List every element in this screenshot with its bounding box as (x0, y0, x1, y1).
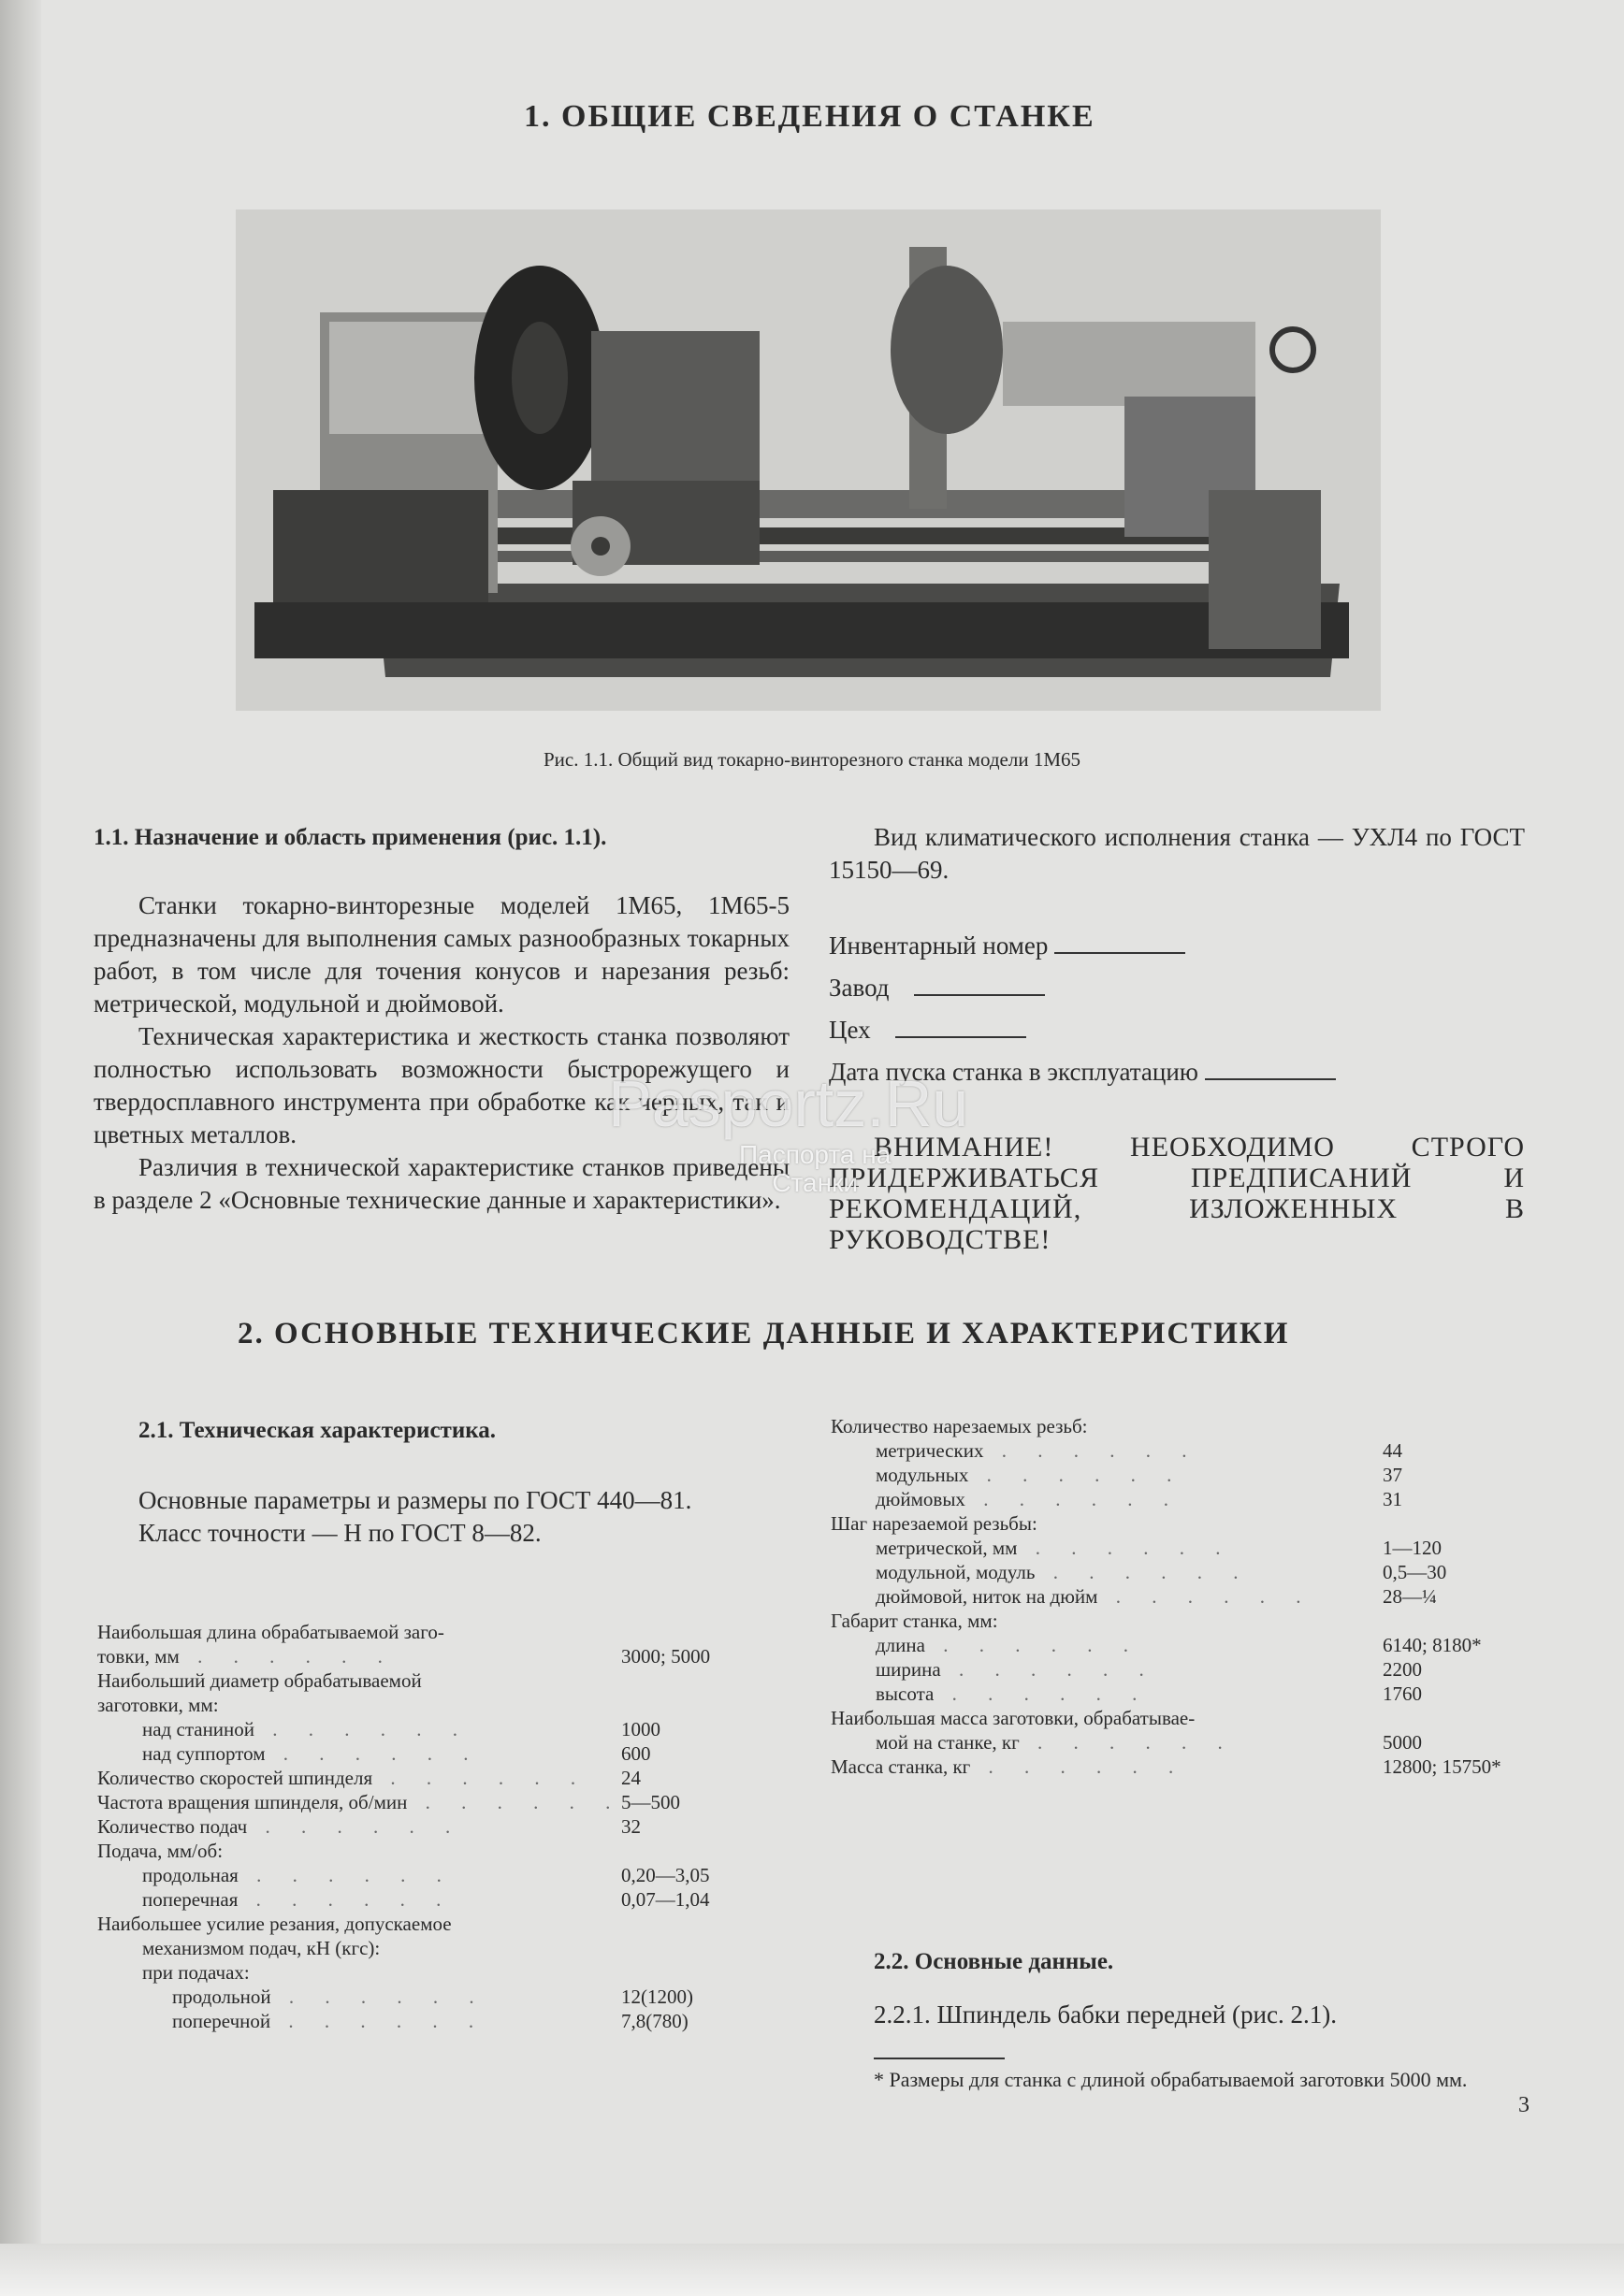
watermark-line-1: Паспорта на (739, 1140, 892, 1169)
spec-value: 5—500 (621, 1791, 680, 1813)
spec-row (97, 1693, 752, 1717)
spec-row (97, 1936, 752, 1960)
spec-row (831, 1657, 1504, 1682)
spec-value: 5000 (1383, 1731, 1422, 1754)
spec-value: 0,07—1,04 (621, 1888, 710, 1911)
paragraph-rigidity: Техническая характеристика и жесткость станка позволяют полностью использовать возможности быстрорежущего и твердосплавного инструмента при обработке как черных, так и цветных металлов. (94, 1022, 790, 1148)
spec-label: мой на станке, кг (876, 1731, 1020, 1754)
spec-value: 1—120 (1383, 1537, 1442, 1559)
spec-label: Наибольшая длина обрабатываемой заго- (97, 1621, 444, 1643)
field-shop (829, 1014, 1525, 1047)
spec-row (831, 1511, 1504, 1536)
watermark-caption (739, 1141, 891, 1197)
right-info-block (829, 821, 1525, 1255)
leader-dots: . . . . . . (1097, 1585, 1314, 1608)
spec-value: 2200 (1383, 1658, 1422, 1681)
leader-dots: . . . . . . (247, 1815, 464, 1838)
leader-dots: . . . . . . (970, 1755, 1187, 1778)
watermark-line-2: Станки (772, 1168, 858, 1197)
spec-label: Шаг нарезаемой резьбы: (831, 1512, 1037, 1535)
gost-parameters: Основные параметры и размеры по ГОСТ 440—81. (138, 1486, 692, 1514)
footnote-text: * Размеры для станка с длиной обрабатываемой заготовки 5000 мм. (874, 2068, 1468, 2091)
lathe-photo (236, 209, 1381, 711)
spec-row (97, 1644, 752, 1668)
spec-row (831, 1560, 1504, 1584)
leader-dots: . . . . . . (934, 1682, 1151, 1705)
subsection-2-2-heading: 2.2. Основные данные. (874, 1949, 1114, 1974)
subsection-1-1-heading: 1.1. Назначение и область применения (рис. 1.1). (94, 825, 607, 850)
watermark-site: Pasportz.Ru (608, 1067, 969, 1140)
spec-label: Количество нарезаемых резьб: (831, 1415, 1088, 1437)
spec-value: 3000; 5000 (621, 1645, 711, 1668)
spec-label: Габарит станка, мм: (831, 1610, 998, 1632)
spec-label: высота (876, 1682, 935, 1705)
leader-dots: . . . . . . (964, 1488, 1182, 1510)
spec-label: дюймовых (876, 1488, 965, 1510)
spec-row (97, 1668, 752, 1693)
spec-value: 0,20—3,05 (621, 1864, 710, 1886)
spec-row (831, 1609, 1504, 1633)
spec-label: метрической, мм (876, 1537, 1018, 1559)
spec-value: 6140; 8180* (1383, 1634, 1482, 1656)
section-1-1 (94, 821, 790, 1217)
leader-dots: . . . . . . (270, 2010, 487, 2032)
section-1-title: 1. ОБЩИЕ СВЕДЕНИЯ О СТАНКЕ (524, 99, 1095, 134)
spec-value: 28—¼ (1383, 1585, 1437, 1608)
spec-row (831, 1438, 1504, 1463)
spec-row (97, 1887, 752, 1912)
climate-version: Вид климатического исполнения станка — УХЛ4 по ГОСТ 15150—69. (829, 823, 1525, 884)
field-blank-line (1205, 1078, 1336, 1080)
spec-value: 37 (1383, 1464, 1402, 1486)
footnote (829, 2058, 1525, 2093)
spec-value: 1760 (1383, 1682, 1422, 1705)
spec-row (97, 1620, 752, 1644)
spec-value: 12800; 15750* (1383, 1755, 1501, 1778)
spec-label: дюймовой, ниток на дюйм (876, 1585, 1098, 1608)
field-label: Инвентарный номер (829, 931, 1049, 960)
spec-label: модульных (876, 1464, 969, 1486)
spec-label: метрических (876, 1439, 984, 1462)
spec-value: 32 (621, 1815, 641, 1838)
spec-label: над суппортом (142, 1742, 266, 1765)
spec-label: Подача, мм/об: (97, 1840, 224, 1862)
leader-dots: . . . . . . (270, 1986, 487, 2008)
spec-row (831, 1536, 1504, 1560)
lathe-illustration (236, 209, 1381, 711)
section-2-title: 2. ОСНОВНЫЕ ТЕХНИЧЕСКИЕ ДАННЫЕ И ХАРАКТЕРИСТИКИ (238, 1317, 1290, 1350)
subsection-2-1-heading: 2.1. Техническая характеристика. (138, 1418, 496, 1443)
spec-value: 12(1200) (621, 1986, 693, 2008)
spec-label: модульной, модуль (876, 1561, 1036, 1583)
spec-label: продольная (142, 1864, 239, 1886)
field-blank-line (914, 994, 1045, 996)
field-plant (829, 972, 1525, 1004)
spec-value: 7,8(780) (621, 2010, 689, 2032)
spec-label: при подачах: (142, 1961, 250, 1984)
field-label: Дата пуска станка в эксплуатацию (829, 1058, 1198, 1086)
leader-dots: . . . . . . (924, 1634, 1141, 1656)
leader-dots: . . . . . . (1017, 1537, 1234, 1559)
leader-dots: . . . . . . (238, 1888, 455, 1911)
spec-row (831, 1706, 1504, 1730)
spec-row (831, 1730, 1504, 1754)
field-inventory-number (829, 930, 1525, 962)
spec-table-right (831, 1414, 1504, 1779)
leader-dots: . . . . . . (265, 1742, 482, 1765)
spec-row (97, 1960, 752, 1985)
spec-label: Наибольшее усилие резания, допускаемое (97, 1913, 452, 1935)
spec-label: ширина (876, 1658, 941, 1681)
spec-value: 24 (621, 1767, 641, 1789)
leader-dots: . . . . . . (238, 1864, 455, 1886)
spec-row (831, 1463, 1504, 1487)
spec-value: 600 (621, 1742, 651, 1765)
spec-label: товки, мм (97, 1645, 180, 1668)
spec-row (97, 1863, 752, 1887)
spec-label: Количество скоростей шпинделя (97, 1767, 373, 1789)
spec-row (831, 1487, 1504, 1511)
leader-dots: . . . . . . (968, 1464, 1185, 1486)
page-number: 3 (1518, 2093, 1530, 2117)
paragraph-differences: Различия в технической характеристике станков приведены в разделе 2 «Основные технические данные и характеристики». (94, 1153, 790, 1214)
field-blank-line (1054, 952, 1185, 954)
spec-row (97, 1839, 752, 1863)
spec-row (97, 1912, 752, 1936)
field-blank-line (895, 1036, 1026, 1038)
scan-edge-shadow (0, 0, 41, 2296)
leader-dots: . . . . . . (1019, 1731, 1236, 1754)
spec-row (97, 1717, 752, 1741)
spec-label: поперечной (172, 2010, 271, 2032)
spec-label: Наибольший диаметр обрабатываемой (97, 1669, 422, 1692)
spec-row (97, 1766, 752, 1790)
spec-row (97, 1790, 752, 1814)
warning-notice: ВНИМАНИЕ! НЕОБХОДИМО СТРОГО ПРИДЕРЖИВАТЬСЯ ПРЕДПИСАНИЙ И РЕКОМЕНДАЦИЙ, ИЗЛОЖЕННЫХ В РУКОВОДСТВЕ! (829, 1132, 1525, 1255)
spec-row (831, 1633, 1504, 1657)
spec-label: поперечная (142, 1888, 239, 1911)
leader-dots: . . . . . . (254, 1718, 471, 1740)
paragraph-purpose: Станки токарно-винторезные моделей 1М65, 1М65-5 предназначены для выполнения самых разнообразных токарных работ, в том числе для точения конусов и нарезания резьб: метрической, модульной и дюймовой. (94, 891, 790, 1018)
leader-dots: . . . . . . (407, 1791, 624, 1813)
spec-row (97, 1814, 752, 1839)
spec-value: 0,5—30 (1383, 1561, 1447, 1583)
spec-label: Наибольшая масса заготовки, обрабатывае- (831, 1707, 1196, 1729)
spec-row (831, 1754, 1504, 1779)
spec-value: 31 (1383, 1488, 1402, 1510)
spec-label: механизмом подач, кН (кгс): (142, 1937, 381, 1959)
spec-label: Масса станка, кг (831, 1755, 971, 1778)
spec-label: заготовки, мм: (97, 1694, 219, 1716)
spec-label: над станиной (142, 1718, 255, 1740)
subsection-2-2-1-heading: 2.2.1. Шпиндель бабки передней (рис. 2.1). (874, 2000, 1337, 2029)
spec-table-left (97, 1620, 752, 2033)
leader-dots: . . . . . . (179, 1645, 396, 1668)
section-2-1 (94, 1414, 790, 1550)
figure-caption: Рис. 1.1. Общий вид токарно-винторезного станка модели 1М65 (543, 748, 1080, 771)
spec-label: Частота вращения шпинделя, об/мин (97, 1791, 408, 1813)
spec-value: 1000 (621, 1718, 660, 1740)
spec-row (831, 1682, 1504, 1706)
spec-label: длина (876, 1634, 925, 1656)
spec-label: продольной (172, 1986, 271, 2008)
spec-row (831, 1584, 1504, 1609)
leader-dots: . . . . . . (372, 1767, 589, 1789)
spec-row (97, 2009, 752, 2033)
footnote-rule (874, 2058, 1005, 2059)
scan-bottom-edge (0, 2244, 1624, 2296)
accuracy-class: Класс точности — Н по ГОСТ 8—82. (138, 1519, 542, 1547)
leader-dots: . . . . . . (983, 1439, 1200, 1462)
field-label: Цех (829, 1016, 871, 1044)
spec-value: 44 (1383, 1439, 1402, 1462)
spec-row (97, 1741, 752, 1766)
section-2-2 (829, 1945, 1525, 2031)
field-label: Завод (829, 974, 890, 1002)
leader-dots: . . . . . . (940, 1658, 1157, 1681)
spec-row (831, 1414, 1504, 1438)
spec-row (97, 1985, 752, 2009)
leader-dots: . . . . . . (1035, 1561, 1252, 1583)
spec-label: Количество подач (97, 1815, 248, 1838)
